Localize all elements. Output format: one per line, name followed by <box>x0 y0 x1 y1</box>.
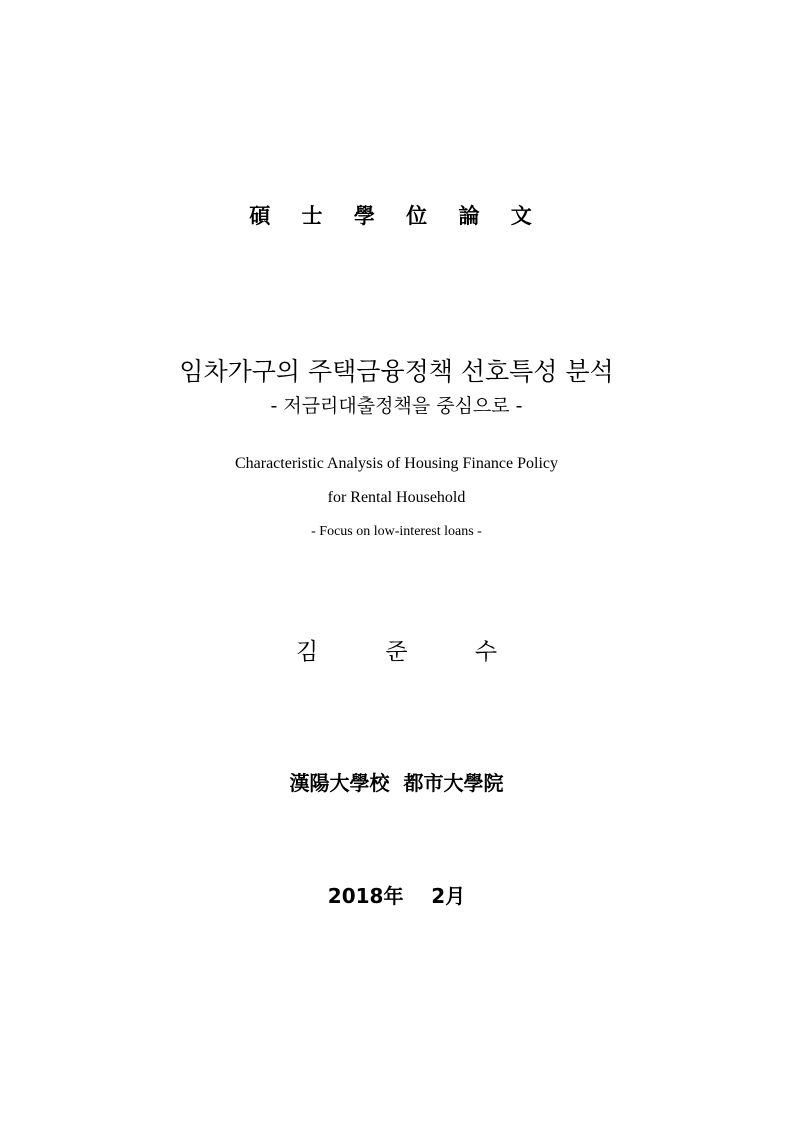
korean-title: 임차가구의 주택금융정책 선호특성 분석 <box>179 357 614 386</box>
author-name: 김 준 수 <box>295 639 528 665</box>
english-title-line-2: for Rental Household <box>327 489 466 506</box>
korean-subtitle: - 저금리대출정책을 중심으로 - <box>270 395 523 417</box>
english-subtitle: - Focus on low-interest loans - <box>311 524 482 539</box>
submission-date: 2018年 2月 <box>327 884 466 908</box>
english-title-line-1: Characteristic Analysis of Housing Finance Policy <box>234 455 559 472</box>
degree-label: 碩 士 學 位 論 文 <box>249 203 544 228</box>
school-name: 漢陽大學校 都市大學院 <box>289 771 504 795</box>
